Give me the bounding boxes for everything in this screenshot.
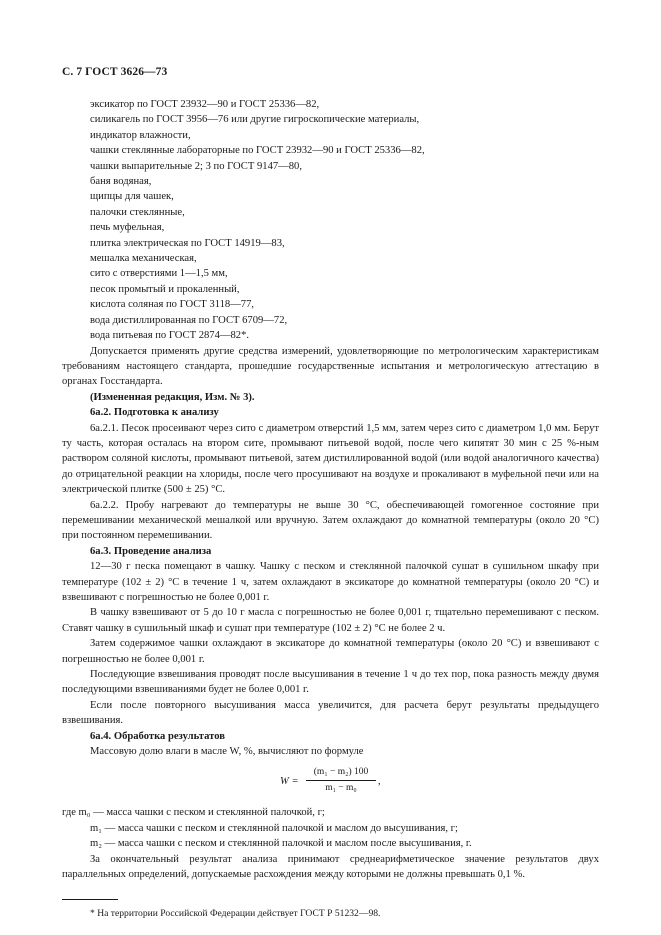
list-item: плитка электрическая по ГОСТ 14919—83, bbox=[90, 237, 285, 249]
list-item: сито с отверстиями 1—1,5 мм, bbox=[90, 268, 228, 280]
paragraph-6a4-1: Массовую долю влаги в масле W, %, вычисляют по формуле bbox=[90, 746, 364, 758]
document-body bbox=[62, 97, 599, 921]
paragraph-6a2-2: 6а.2.2. Пробу нагревают до температуры не выше 30 °С, обеспечивающей гомогенное состояние при перемешивании механической мешалкой или вручную. Затем охлаждают до комнатной температуры (около 20 °С) при постоянном перемешивании. bbox=[62, 499, 599, 542]
paragraph-6a3-1: 12—30 г песка помещают в чашку. Чашку с песком и стеклянной палочкой сушат в сушильном шкафу при температуре (102 ± 2) °С в течение 1 ч, затем охлаждают в эксикаторе до комнатной температуры (около 20 °С) и взвешивают с погрешностью не более 0,001 г. bbox=[62, 561, 599, 603]
definition-m2: m₂ — масса чашки с песком и стеклянной палочкой и маслом после высушивания, г. bbox=[90, 838, 472, 850]
section-title-6a2: 6а.2. Подготовка к анализу bbox=[90, 407, 219, 419]
formula-fraction bbox=[306, 765, 376, 795]
list-item: кислота соляная по ГОСТ 3118—77, bbox=[90, 299, 255, 311]
list-item: вода дистиллированная по ГОСТ 6709—72, bbox=[90, 314, 288, 326]
paragraph-6a3-3: Затем содержимое чашки охлаждают в эксикаторе до комнатной температуры (около 20 °С) и взвешивают с погрешностью не более 0,001 г. bbox=[62, 638, 599, 665]
definition-m1: m₁ — масса чашки с песком и стеклянной палочкой и маслом до высушивания, г; bbox=[90, 822, 458, 834]
list-item: щипцы для чашек, bbox=[90, 191, 174, 203]
variable-definitions bbox=[62, 805, 599, 851]
section-title-6a3: 6а.3. Проведение анализа bbox=[90, 545, 212, 557]
paragraph-final-result: За окончательный результат анализа принимают среднеарифметическое значение результатов двух параллельных определений, допускаемые расхождения между которыми не должны превышать 0,1 %. bbox=[62, 853, 599, 881]
paragraph-allowed: Допускается применять другие средства измерений, удовлетворяющие по метрологическим характеристикам требованиям настоящего стандарта, прошедшие государственные испытания и метрологическую аттестацию в органах Госстандарта. bbox=[62, 345, 599, 388]
section-title-6a4: 6а.4. Обработка результатов bbox=[90, 730, 225, 742]
list-item: чашки стеклянные лабораторные по ГОСТ 23932—90 и ГОСТ 25336—82, bbox=[90, 145, 425, 157]
formula-comma: , bbox=[378, 776, 381, 788]
equipment-list bbox=[90, 97, 599, 344]
list-item: силикагель по ГОСТ 3956—76 или другие гигроскопические материалы, bbox=[90, 114, 420, 126]
list-item: вода питьевая по ГОСТ 2874—82*. bbox=[90, 330, 250, 342]
moisture-formula bbox=[62, 765, 599, 799]
list-item: индикатор влажности, bbox=[90, 129, 191, 141]
edition-note: (Измененная редакция, Изм. № 3). bbox=[90, 391, 255, 403]
formula-denominator: m₁ − m₀ bbox=[325, 783, 357, 794]
paragraph-6a3-4: Последующие взвешивания проводят после высушивания в течение 1 ч до тех пор, пока разность между двумя последующими взвешиваниями будет не более 0,001 г. bbox=[62, 669, 599, 696]
formula-lhs: W = bbox=[280, 776, 299, 788]
list-item: песок промытый и прокаленный, bbox=[90, 283, 240, 295]
list-item: баня водяная, bbox=[90, 176, 152, 188]
paragraph-6a3-2: В чашку взвешивают от 5 до 10 г масла с погрешностью не более 0,001 г, тщательно перемешивают с песком. Ставят чашку в сушильный шкаф и сушат при температуре (102 ± 2) °С не более 2 ч. bbox=[62, 607, 599, 634]
footnote-divider bbox=[62, 899, 118, 900]
list-item: печь муфельная, bbox=[90, 222, 165, 234]
list-item: палочки стеклянные, bbox=[90, 206, 185, 218]
formula-numerator: (m₁ − m₂) 100 bbox=[306, 765, 376, 781]
definition-m0: где m₀ — масса чашки с песком и стеклянной палочкой, г; bbox=[62, 807, 325, 819]
footnote: * На территории Российской Федерации действует ГОСТ Р 51232—98. bbox=[90, 907, 381, 919]
page-header: С. 7 ГОСТ 3626—73 bbox=[62, 66, 168, 78]
paragraph-6a2-1: 6а.2.1. Песок просеивают через сито с диаметром отверстий 1,5 мм, затем через сито с диаметром 1,0 мм. Берут ту часть, которая осталась на втором сите, промывают питьевой водой, после чего кипятят 30 мин с 25 %-ным раствором соляной кислоты, промывают питьевой, затем дистиллированной водой (или водой аналогичного качества) до отрицательной реакции на хлориды, после чего просушивают на воздухе и прокаливают в муфельной печи или на электрической плитке (500 ± 25) °С. bbox=[62, 422, 599, 496]
list-item: чашки выпарительные 2; 3 по ГОСТ 9147—80, bbox=[90, 160, 302, 172]
list-item: мешалка механическая, bbox=[90, 253, 197, 265]
list-item: эксикатор по ГОСТ 23932—90 и ГОСТ 25336—82, bbox=[90, 99, 320, 110]
paragraph-6a3-5: Если после повторного высушивания масса увеличится, для расчета берут результаты предыдущего взвешивания. bbox=[62, 699, 599, 727]
